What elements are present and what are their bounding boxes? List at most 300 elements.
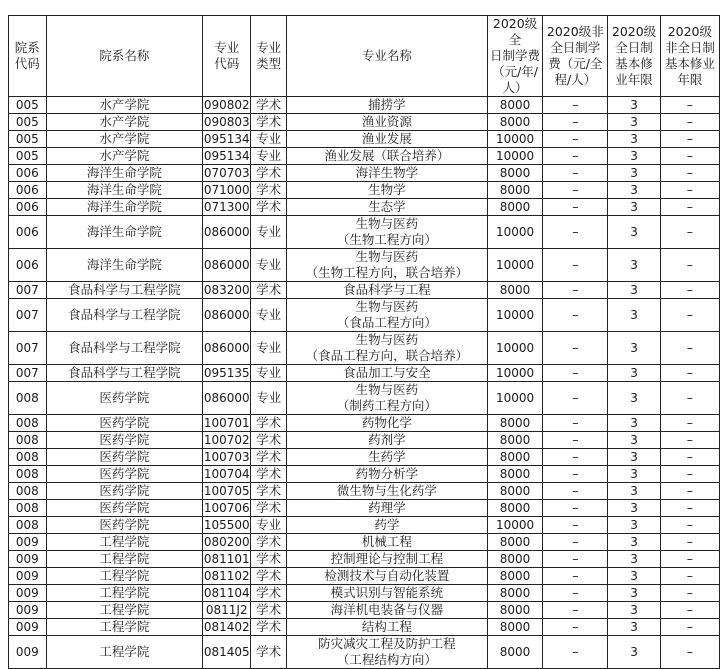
fee-fulltime-cell: 10000 [487,299,543,332]
table-row [9,517,720,534]
dept-code-cell: 006 [9,182,47,199]
dept-code-cell: 008 [9,483,47,500]
major-name-cell [286,148,487,165]
fee-fulltime-cell: 8000 [487,114,543,131]
major-name-line: 生物与医药 [355,249,419,264]
dept-name-cell: 水产学院 [46,131,203,148]
major-code-cell: 086000 [203,382,251,415]
table-row [9,216,720,249]
major-code-cell: 081402 [203,620,250,634]
major-type-cell: 专业 [251,148,287,165]
major-name-line: 检测技术与自动化装置 [324,568,450,583]
fee-parttime-cell: – [543,500,608,517]
years-parttime-cell: – [660,299,719,332]
years-fulltime-cell: 3 [608,500,660,517]
dept-name-cell: 工程学院 [46,585,203,602]
years-fulltime-cell: 3 [608,602,660,619]
major-name-cell [286,382,487,415]
years-parttime-cell: – [660,114,719,131]
header-years-fulltime [608,16,660,97]
fee-parttime-cell: – [543,483,608,500]
dept-name-cell: 食品科学与工程学院 [46,332,203,365]
table-row [9,332,720,365]
table-row [9,114,720,131]
major-type-cell: 学术 [251,432,287,449]
table-row [9,299,720,332]
fee-parttime-cell: – [543,415,608,432]
dept-code-cell: 009 [9,585,47,602]
fee-parttime-cell: – [543,517,608,534]
fee-parttime-cell: – [543,332,608,365]
table-row [9,382,720,415]
table-row [9,568,720,585]
table-row [9,534,720,551]
major-name-line: （制药工程方向） [336,398,437,413]
fee-fulltime-cell: 8000 [487,585,543,602]
fee-fulltime-cell: 8000 [487,97,543,114]
years-fulltime-cell: 3 [608,131,660,148]
major-name-line: 药物分析学 [355,466,419,481]
fee-parttime-cell: – [543,551,608,568]
major-name-line: 药物化学 [361,415,412,430]
major-name-cell [286,534,487,551]
dept-name-cell: 工程学院 [46,534,203,551]
dept-name-cell: 海洋生命学院 [46,182,203,199]
major-type-cell: 学术 [251,534,287,551]
major-name-line: （生物工程方向，联合培养） [305,265,469,280]
major-name-cell [286,619,487,636]
dept-code-cell: 007 [9,365,47,382]
major-code-cell: 083200 [203,283,250,297]
major-name-cell [286,585,487,602]
major-name-line: 防灾减灾工程及防护工程 [318,636,456,651]
dept-name-cell: 海洋生命学院 [46,199,203,216]
major-type-cell: 学术 [251,619,287,636]
major-name-line: （生物工程方向） [336,232,437,247]
dept-code-cell: 007 [9,332,47,365]
fee-fulltime-cell: 10000 [487,332,543,365]
years-parttime-cell: – [660,568,719,585]
header-line: 全日制学 [550,40,601,55]
major-code-cell: 095134 [203,132,250,146]
major-type-cell: 学术 [251,568,287,585]
years-parttime-cell: – [660,466,719,483]
years-fulltime-cell: 3 [608,365,660,382]
header-line: 院系 [14,40,40,55]
major-type-cell: 学术 [251,282,287,299]
years-fulltime-cell: 3 [608,332,660,365]
fee-fulltime-cell: 8000 [487,568,543,585]
table-row [9,636,720,669]
table-row [9,415,720,432]
fee-parttime-cell: – [543,636,608,669]
dept-name-cell: 医药学院 [46,517,203,534]
years-fulltime-cell: 3 [608,619,660,636]
fee-parttime-cell: – [543,282,608,299]
major-code-cell: 090803 [203,115,250,129]
header-line: 专业名称 [361,48,412,63]
fee-fulltime-cell: 10000 [487,216,543,249]
table-row [9,449,720,466]
major-name-cell [286,332,487,365]
years-fulltime-cell: 3 [608,415,660,432]
major-code-cell: 086000 [203,216,251,249]
dept-code-cell: 006 [9,165,47,182]
major-name-cell [286,131,487,148]
dept-name-cell: 医药学院 [46,432,203,449]
major-name-line: 渔业发展（联合培养） [324,148,450,163]
major-name-cell [286,568,487,585]
header-dept-name [46,16,203,97]
major-code-cell: 086000 [203,332,251,365]
header-line: 程/人） [554,72,597,87]
fee-fulltime-cell: 8000 [487,500,543,517]
major-name-cell [286,466,487,483]
years-parttime-cell: – [660,619,719,636]
table-row [9,282,720,299]
years-fulltime-cell: 3 [608,299,660,332]
major-name-line: 生物学 [368,182,406,197]
major-code-cell: 071300 [203,200,250,214]
table-row [9,585,720,602]
major-code-cell: 100702 [203,433,250,447]
years-parttime-cell: – [660,182,719,199]
dept-code-cell: 005 [9,114,47,131]
header-line: 全日制 [615,40,653,55]
major-name-line: 捕捞学 [368,97,406,112]
major-code-cell: 086000 [203,299,251,332]
major-type-cell: 学术 [251,602,287,619]
years-parttime-cell: – [660,131,719,148]
years-fulltime-cell: 3 [608,249,660,282]
years-parttime-cell: – [660,282,719,299]
major-code-cell: 095135 [203,366,250,380]
major-name-cell [286,500,487,517]
header-line: 基本修业 [664,56,715,71]
table-row [9,97,720,114]
major-type-cell: 学术 [251,483,287,500]
major-name-cell [286,249,487,282]
fee-parttime-cell: – [543,165,608,182]
table-row [9,199,720,216]
years-fulltime-cell: 3 [608,432,660,449]
years-fulltime-cell: 3 [608,182,660,199]
major-name-line: 渔业发展 [361,131,412,146]
years-parttime-cell: – [660,216,719,249]
fee-fulltime-cell: 8000 [487,182,543,199]
header-years-parttime [660,16,719,97]
table-row [9,432,720,449]
header-line: 业年限 [615,72,653,87]
years-parttime-cell: – [660,534,719,551]
dept-name-cell: 食品科学与工程学院 [46,299,203,332]
header-line: 基本修 [615,56,653,71]
header-line: 年限 [677,72,703,87]
fee-fulltime-cell: 10000 [487,382,543,415]
dept-name-cell: 水产学院 [46,148,203,165]
fee-fulltime-cell: 8000 [487,551,543,568]
table-body [9,97,720,669]
dept-name-cell: 工程学院 [46,602,203,619]
major-type-cell: 专业 [251,299,287,332]
major-name-line: 渔业资源 [361,114,412,129]
dept-code-cell: 006 [9,216,47,249]
fee-parttime-cell: – [543,585,608,602]
dept-name-cell: 工程学院 [46,551,203,568]
fee-parttime-cell: – [543,619,608,636]
major-code-cell: 070703 [203,166,250,180]
major-type-cell: 专业 [251,517,287,534]
header-line: 专业 [214,40,240,55]
fee-parttime-cell: – [543,131,608,148]
major-name-line: （食品工程方向） [336,315,437,330]
major-type-cell: 专业 [251,249,287,282]
major-code-cell: 100701 [203,416,250,430]
major-code-cell: 081405 [203,636,251,669]
table-row [9,602,720,619]
dept-code-cell: 008 [9,382,47,415]
years-fulltime-cell: 3 [608,551,660,568]
dept-code-cell: 008 [9,466,47,483]
dept-code-cell: 009 [9,636,47,669]
dept-code-cell: 008 [9,415,47,432]
major-name-line: 控制理论与控制工程 [330,551,444,566]
major-type-cell: 专业 [251,382,287,415]
major-name-line: （工程结构方向） [336,652,437,667]
dept-code-cell: 006 [9,199,47,216]
major-name-cell [286,449,487,466]
dept-code-cell: 009 [9,534,47,551]
dept-code-cell: 009 [9,568,47,585]
years-parttime-cell: – [660,249,719,282]
major-name-line: 食品加工与安全 [343,365,431,380]
table-row [9,148,720,165]
table-row [9,466,720,483]
major-name-line: 生态学 [368,199,406,214]
fee-parttime-cell: – [543,148,608,165]
major-name-cell [286,602,487,619]
major-code-cell: 100706 [203,501,250,515]
major-name-line: （食品工程方向，联合培养） [305,348,469,363]
major-name-cell [286,299,487,332]
header-line: （元/年/ [492,64,539,79]
dept-code-cell: 008 [9,449,47,466]
dept-name-cell: 医药学院 [46,449,203,466]
major-code-cell: 086000 [203,249,251,282]
major-type-cell: 学术 [251,114,287,131]
fee-parttime-cell: – [543,602,608,619]
years-fulltime-cell: 3 [608,148,660,165]
major-code-cell: 080200 [203,535,250,549]
dept-name-cell: 工程学院 [46,568,203,585]
table-row [9,500,720,517]
fee-parttime-cell: – [543,249,608,282]
years-parttime-cell: – [660,517,719,534]
table-row [9,249,720,282]
years-parttime-cell: – [660,585,719,602]
fee-fulltime-cell: 10000 [487,365,543,382]
years-parttime-cell: – [660,602,719,619]
major-name-line: 生药学 [368,449,406,464]
major-code-cell: 0811J2 [203,602,251,619]
table-row [9,551,720,568]
table-row [9,131,720,148]
major-type-cell: 学术 [251,500,287,517]
header-line: 费（元/全 [548,56,603,71]
major-name-cell [286,551,487,568]
major-type-cell: 学术 [251,199,287,216]
dept-code-cell: 005 [9,148,47,165]
major-code-cell: 081101 [203,552,250,566]
major-code-cell: 100703 [203,450,250,464]
years-parttime-cell: – [660,483,719,500]
fee-fulltime-cell: 8000 [487,199,543,216]
fee-fulltime-cell: 8000 [487,432,543,449]
fee-fulltime-cell: 8000 [487,415,543,432]
fee-parttime-cell: – [543,97,608,114]
fee-fulltime-cell: 8000 [487,165,543,182]
fee-fulltime-cell: 10000 [487,148,543,165]
fee-parttime-cell: – [543,466,608,483]
fee-fulltime-cell: 8000 [487,449,543,466]
major-name-cell [286,365,487,382]
major-name-cell [286,432,487,449]
table-row [9,483,720,500]
major-code-cell: 081104 [203,586,250,600]
major-type-cell: 专业 [251,131,287,148]
years-fulltime-cell: 3 [608,97,660,114]
years-parttime-cell: – [660,551,719,568]
fee-fulltime-cell: 8000 [487,483,543,500]
major-code-cell: 105500 [203,518,250,532]
table-row [9,182,720,199]
major-code-cell: 071000 [203,183,250,197]
major-name-cell [286,97,487,114]
header-line: 2020级全 [492,16,538,47]
fee-parttime-cell: – [543,216,608,249]
major-type-cell: 专业 [251,216,287,249]
years-fulltime-cell: 3 [608,216,660,249]
major-name-line: 药剂学 [368,432,406,447]
dept-name-cell: 医药学院 [46,415,203,432]
major-type-cell: 学术 [251,466,287,483]
years-parttime-cell: – [660,332,719,365]
fee-fulltime-cell: 8000 [487,619,543,636]
years-parttime-cell: – [660,199,719,216]
dept-name-cell: 海洋生命学院 [46,249,203,282]
fee-parttime-cell: – [543,382,608,415]
fee-parttime-cell: – [543,449,608,466]
years-parttime-cell: – [660,449,719,466]
table-row [9,619,720,636]
dept-name-cell: 工程学院 [46,619,203,636]
dept-name-cell: 水产学院 [46,97,203,114]
major-name-line: 机械工程 [361,534,412,549]
major-name-line: 生物与医药 [355,216,419,231]
years-fulltime-cell: 3 [608,114,660,131]
years-fulltime-cell: 3 [608,466,660,483]
years-parttime-cell: – [660,97,719,114]
dept-name-cell: 医药学院 [46,466,203,483]
fee-fulltime-cell: 10000 [487,131,543,148]
years-parttime-cell: – [660,365,719,382]
years-parttime-cell: – [660,382,719,415]
dept-code-cell: 005 [9,131,47,148]
major-name-cell [286,517,487,534]
major-name-line: 食品科学与工程 [343,282,431,297]
dept-code-cell: 009 [9,619,47,636]
fee-parttime-cell: – [543,182,608,199]
major-name-cell [286,483,487,500]
dept-code-cell: 006 [9,249,47,282]
years-parttime-cell: – [660,148,719,165]
years-fulltime-cell: 3 [608,517,660,534]
dept-code-cell: 008 [9,517,47,534]
fee-parttime-cell: – [543,199,608,216]
dept-code-cell: 009 [9,602,47,619]
major-name-line: 生物与医药 [355,332,419,347]
fee-fulltime-cell: 10000 [487,249,543,282]
header-major-code [203,16,251,97]
major-name-line: 海洋机电装备与仪器 [330,602,444,617]
major-name-cell [286,216,487,249]
dept-code-cell: 007 [9,282,47,299]
fee-parttime-cell: – [543,568,608,585]
fee-fulltime-cell: 8000 [487,636,543,669]
dept-code-cell: 007 [9,299,47,332]
major-name-line: 模式识别与智能系统 [330,585,444,600]
fee-parttime-cell: – [543,114,608,131]
header-dept-code [9,16,47,97]
fee-fulltime-cell: 10000 [487,517,543,534]
major-name-cell [286,199,487,216]
major-type-cell: 学术 [251,551,287,568]
years-fulltime-cell: 3 [608,636,660,669]
major-type-cell: 学术 [251,585,287,602]
years-parttime-cell: – [660,165,719,182]
major-type-cell: 学术 [251,636,287,669]
years-fulltime-cell: 3 [608,282,660,299]
table-row [9,365,720,382]
dept-code-cell: 005 [9,97,47,114]
header-line: 非全日制 [664,40,715,55]
fee-fulltime-cell: 8000 [487,282,543,299]
major-type-cell: 专业 [251,365,287,382]
major-name-line: 药学 [374,517,400,532]
header-row [9,16,720,97]
major-name-line: 结构工程 [361,619,412,634]
header-line: 2020级 [667,24,713,39]
years-fulltime-cell: 3 [608,199,660,216]
major-type-cell: 学术 [251,415,287,432]
major-code-cell: 095134 [203,149,250,163]
years-fulltime-cell: 3 [608,483,660,500]
major-name-line: 微生物与生化药学 [336,483,437,498]
header-line: 类型 [256,56,282,71]
tuition-table [8,15,720,669]
major-type-cell: 学术 [251,182,287,199]
major-name-line: 海洋生物学 [355,165,419,180]
dept-code-cell: 008 [9,500,47,517]
dept-name-cell: 海洋生命学院 [46,216,203,249]
header-major-type [251,16,287,97]
dept-name-cell: 医药学院 [46,483,203,500]
header-major-name [286,16,487,97]
dept-code-cell: 008 [9,432,47,449]
major-type-cell: 学术 [251,97,287,114]
years-parttime-cell: – [660,500,719,517]
header-fee-fulltime [487,16,543,97]
